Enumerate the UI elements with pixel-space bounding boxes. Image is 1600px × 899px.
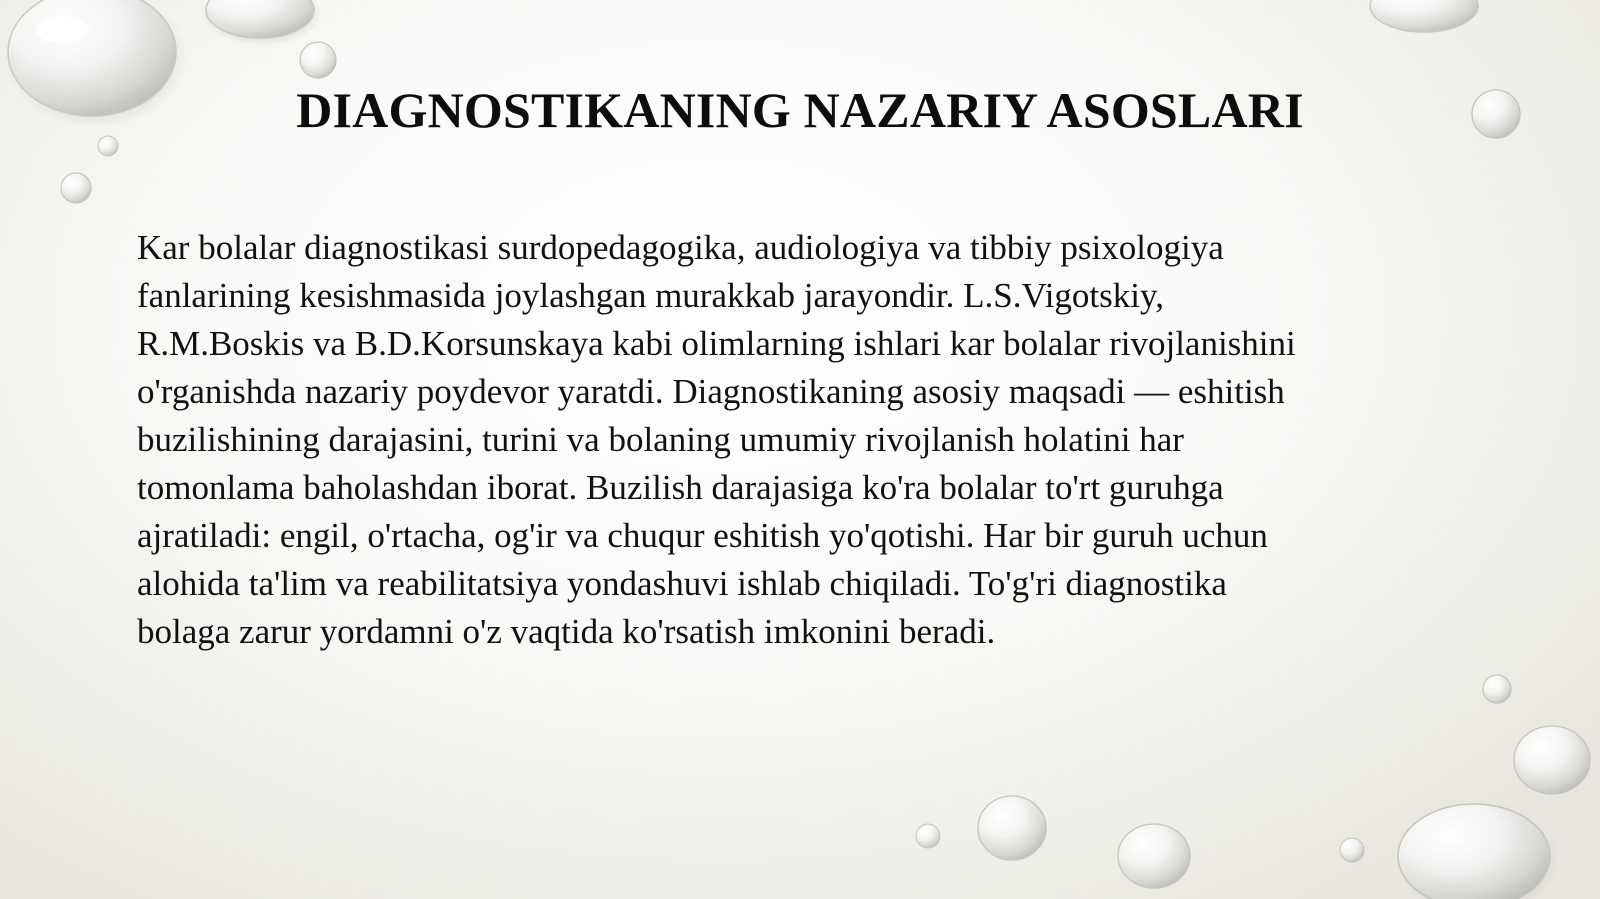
body-line: bolaga zarur yordamni o'z vaqtida ko'rsatish imkonini beradi. [137,612,996,651]
body-line: fanlarining kesishmasida joylashgan murakkab jarayondir. L.S.Vigotskiy, [137,276,1164,315]
body-line: R.M.Boskis va B.D.Korsunskaya kabi olimlarning ishlari kar bolalar rivojlanishini [137,324,1296,363]
body-line: tomonlama baholashdan iborat. Buzilish darajasiga ko'ra bolalar to'rt guruhga [137,468,1224,507]
droplet-icon [61,173,91,203]
slide-title: DIAGNOSTIKANING NAZARIY ASOSLARI [296,82,1304,138]
droplet-icon [916,824,940,848]
body-line: o'rganishda nazariy poydevor yaratdi. Diagnostikaning asosiy maqsadi — eshitish [137,372,1285,411]
droplet-icon [1118,824,1190,888]
droplet-icon [1514,726,1590,794]
body-line: buzilishining darajasini, turini va bolaning umumiy rivojlanish holatini har [137,420,1184,459]
droplet-icon [978,796,1046,860]
body-line: ajratiladi: engil, o'rtacha, og'ir va chuqur eshitish yo'qotishi. Har bir guruh uchun [137,516,1268,555]
body-line: Kar bolalar diagnostikasi surdopedagogika, audiologiya va tibbiy psixologiya [137,228,1224,267]
droplet-icon [300,42,336,78]
droplet-icon [202,0,322,46]
droplet-icon [1396,802,1560,899]
droplet-icon [1340,838,1364,862]
droplet-icon [1483,675,1511,703]
body-line: alohida ta'lim va reabilitatsiya yondashuvi ishlab chiqiladi. To'g'ri diagnostika [137,564,1227,603]
slide-body-text [137,224,1487,656]
droplet-icon [1370,0,1478,32]
